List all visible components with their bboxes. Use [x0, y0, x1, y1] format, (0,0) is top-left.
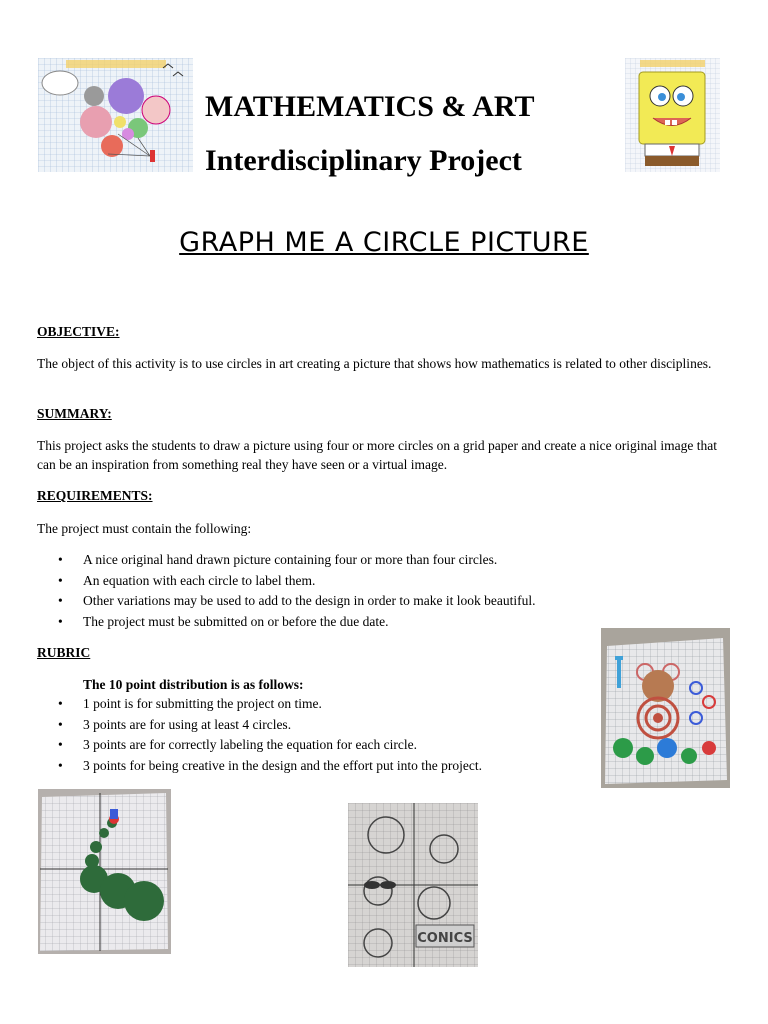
rubric-list — [37, 694, 482, 776]
list-item: • 3 points are for using at least 4 circles. — [37, 715, 482, 736]
project-subtitle: GRAPH ME A CIRCLE PICTURE — [179, 227, 589, 258]
spongebob-photo — [625, 58, 720, 172]
objective-heading: OBJECTIVE: — [37, 324, 120, 339]
balloons-photo — [38, 58, 193, 172]
rubric-heading: RUBRIC — [37, 645, 91, 660]
page-title-line2: Interdisciplinary Project — [205, 144, 522, 177]
rubric-distribution-heading: The 10 point distribution is as follows: — [83, 677, 304, 692]
summary-text: This project asks the students to draw a picture using four or more circles on a grid paper and create a nice original image that can be an inspiration from something real they have seen or a virtual image. — [37, 438, 718, 472]
list-item: • A nice original hand drawn picture containing four or more than four circles. — [37, 550, 536, 571]
caterpillar-photo — [38, 789, 171, 954]
requirements-intro: The project must contain the following: — [37, 521, 252, 536]
comics-label: CONICS — [417, 931, 473, 946]
list-item: • An equation with each circle to label them. — [37, 571, 536, 592]
requirements-list — [37, 550, 536, 632]
requirements-heading: REQUIREMENTS: — [37, 488, 153, 503]
objective-text: The object of this activity is to use circles in art creating a picture that shows how mathematics is related to other disciplines. — [37, 356, 712, 371]
summary-heading: SUMMARY: — [37, 406, 112, 421]
page-title-line1: MATHEMATICS & ART — [205, 90, 535, 123]
list-item: • 3 points for being creative in the design and the effort put into the project. — [37, 756, 482, 777]
list-item: • The project must be submitted on or before the due date. — [37, 612, 536, 633]
list-item: • 1 point is for submitting the project on time. — [37, 694, 482, 715]
comics-photo — [348, 803, 478, 967]
list-item: • Other variations may be used to add to the design in order to make it look beautiful. — [37, 591, 536, 612]
list-item: • 3 points are for correctly labeling the equation for each circle. — [37, 735, 482, 756]
teddy-bear-photo — [601, 628, 730, 788]
